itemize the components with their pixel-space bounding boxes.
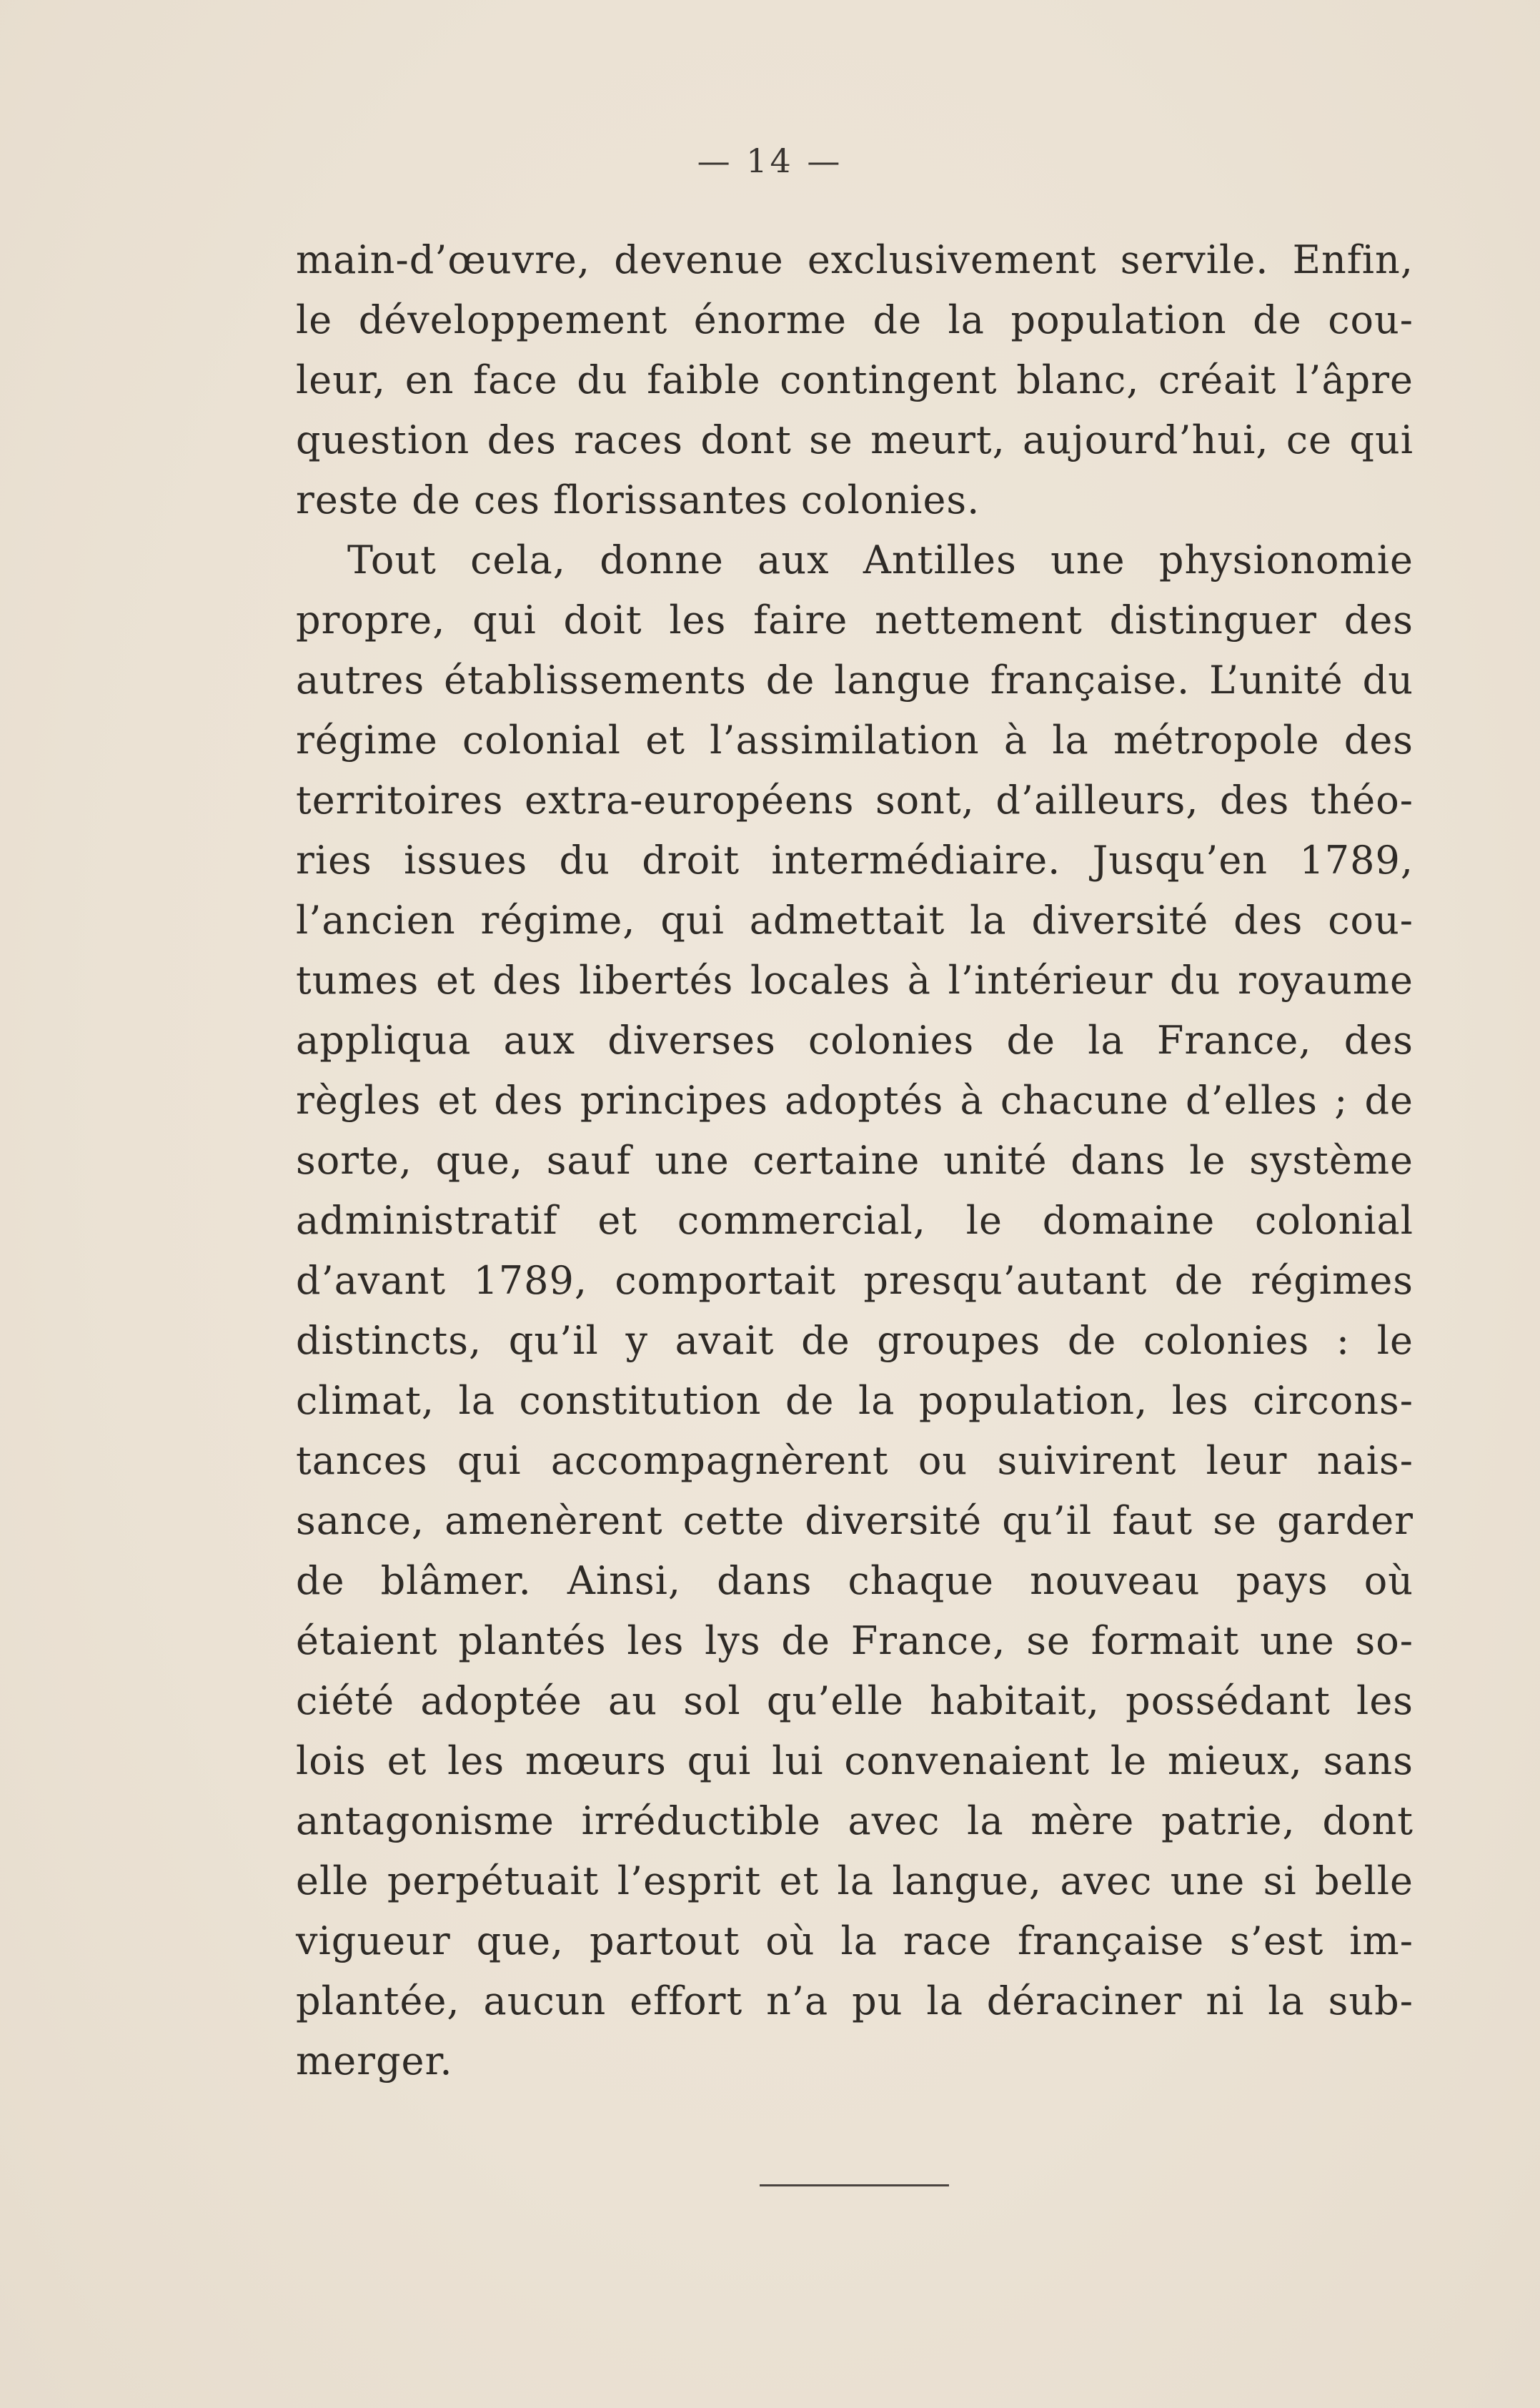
text-line: étaient plantés les lys de France, se formait une so- [296,1618,1414,1663]
section-divider [760,2184,949,2186]
text-line: elle perpétuait l’esprit et la langue, avec une si belle [296,1858,1414,1903]
text-line: tances qui accompagnèrent ou suivirent leur nais- [296,1438,1414,1483]
page-number: — 14 — [697,142,843,180]
text-line: propre, qui doit les faire nettement distinguer des [296,598,1414,643]
text-line: lois et les mœurs qui lui convenaient le mieux, sans [296,1738,1414,1783]
text-line: climat, la constitution de la population, les circons- [296,1378,1414,1423]
text-line: ciété adoptée au sol qu’elle habitait, possédant les [296,1678,1414,1723]
text-line: Tout cela, donne aux Antilles une physionomie [347,537,1414,583]
text-line: régime colonial et l’assimilation à la métropole des [296,718,1414,763]
body-text [296,230,1414,2091]
text-line: territoires extra-européens sont, d’ailleurs, des théo- [296,778,1414,823]
text-line: sance, amenèrent cette diversité qu’il faut se garder [296,1498,1414,1543]
text-line: administratif et commercial, le domaine colonial [296,1198,1414,1243]
text-line: tumes et des libertés locales à l’intérieur du royaume [296,958,1414,1003]
text-line: antagonisme irréductible avec la mère patrie, dont [296,1798,1414,1843]
text-line: d’avant 1789, comportait presqu’autant de régimes [296,1258,1414,1303]
text-line: le développement énorme de la population de cou- [296,297,1414,342]
text-line: l’ancien régime, qui admettait la diversité des cou- [296,898,1414,943]
text-line: leur, en face du faible contingent blanc, créait l’âpre [296,357,1414,402]
text-line: plantée, aucun effort n’a pu la déraciner ni la sub- [296,1978,1414,2023]
text-line: main-d’œuvre, devenue exclusivement servile. Enfin, [296,237,1414,282]
text-line: appliqua aux diverses colonies de la France, des [296,1018,1414,1063]
text-line: question des races dont se meurt, aujourd’hui, ce qui [296,417,1414,462]
text-line: règles et des principes adoptés à chacune d’elles ; de [296,1078,1414,1123]
text-line: sorte, que, sauf une certaine unité dans le système [296,1138,1414,1183]
text-line: vigueur que, partout où la race française s’est im- [296,1918,1414,1963]
text-line: merger. [296,2038,453,2084]
text-line: ries issues du droit intermédiaire. Jusqu’en 1789, [296,838,1414,883]
text-line: autres établissements de langue française. L’unité du [296,658,1414,703]
text-line: distincts, qu’il y avait de groupes de colonies : le [296,1318,1414,1363]
text-line: reste de ces florissantes colonies. [296,477,980,522]
text-line: de blâmer. Ainsi, dans chaque nouveau pays où [296,1558,1414,1603]
